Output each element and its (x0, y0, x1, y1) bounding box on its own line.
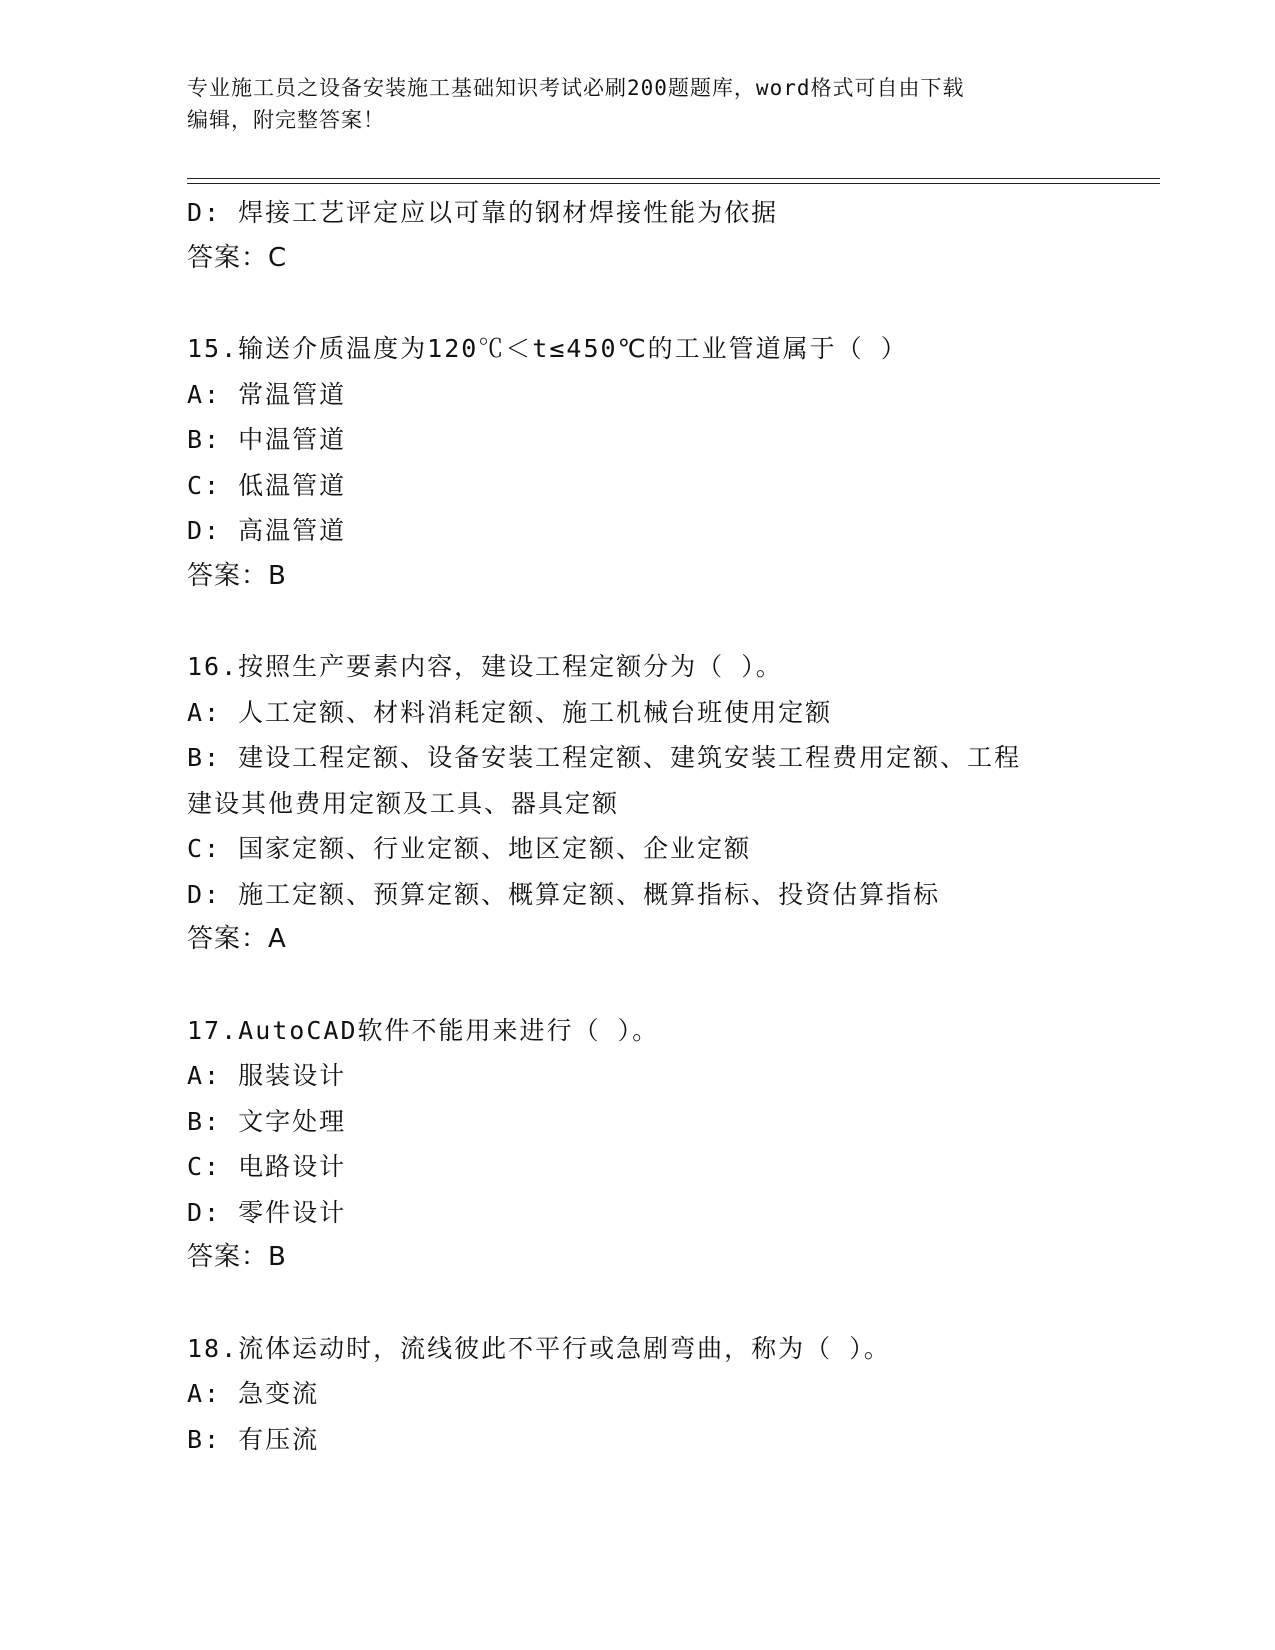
header-title-line-2: 编辑，附完整答案！ (187, 108, 385, 132)
option-c: C: 电路设计 (187, 1152, 347, 1181)
question-list (187, 190, 1087, 1462)
option-a: A: 急变流 (187, 1379, 320, 1408)
option-d: D: 高温管道 (187, 516, 347, 545)
question-17 (187, 1008, 1087, 1281)
answer-line: 答案：C (187, 242, 288, 273)
option-d: D: 零件设计 (187, 1197, 347, 1227)
option-b-continued: 建设其他费用定额及工具、器具定额 (187, 788, 620, 818)
question-stem: 17.AutoCAD软件不能用来进行（ ）。 (187, 1015, 660, 1045)
question-16 (187, 644, 1087, 963)
question-14-tail (187, 190, 1087, 281)
question-15 (187, 326, 1087, 599)
question-stem: 18.流体运动时，流线彼此不平行或急剧弯曲，称为（ ）。 (187, 1333, 891, 1363)
option-b: B: 有压流 (187, 1424, 320, 1454)
document-header (187, 72, 1087, 136)
question-stem: 15.输送介质温度为120℃＜t≤450℃的工业管道属于（ ） (187, 334, 908, 363)
answer-line: 答案：B (187, 560, 287, 591)
option-c: C: 低温管道 (187, 470, 347, 500)
answer-line: 答案：B (187, 1242, 287, 1272)
option-b: B: 中温管道 (187, 425, 347, 454)
option-a: A: 常温管道 (187, 379, 347, 409)
header-divider-bottom (187, 183, 1160, 184)
option-a: A: 服装设计 (187, 1061, 347, 1090)
option-d: D: 焊接工艺评定应以可靠的钢材焊接性能为依据 (187, 198, 779, 227)
option-b: B: 文字处理 (187, 1106, 347, 1136)
header-title-line-1: 专业施工员之设备安装施工基础知识考试必刷200题题库，word格式可自由下载 (187, 76, 965, 100)
question-stem: 16.按照生产要素内容，建设工程定额分为（ ）。 (187, 652, 783, 681)
answer-line: 答案：A (187, 924, 287, 954)
option-b: B: 建设工程定额、设备安装工程定额、建筑安装工程费用定额、工程 (187, 743, 1022, 772)
option-d: D: 施工定额、预算定额、概算定额、概算指标、投资估算指标 (187, 879, 941, 909)
header-divider-top (187, 178, 1160, 179)
option-a: A: 人工定额、材料消耗定额、施工机械台班使用定额 (187, 697, 833, 727)
option-c: C: 国家定额、行业定额、地区定额、企业定额 (187, 834, 752, 863)
question-18 (187, 1326, 1087, 1463)
